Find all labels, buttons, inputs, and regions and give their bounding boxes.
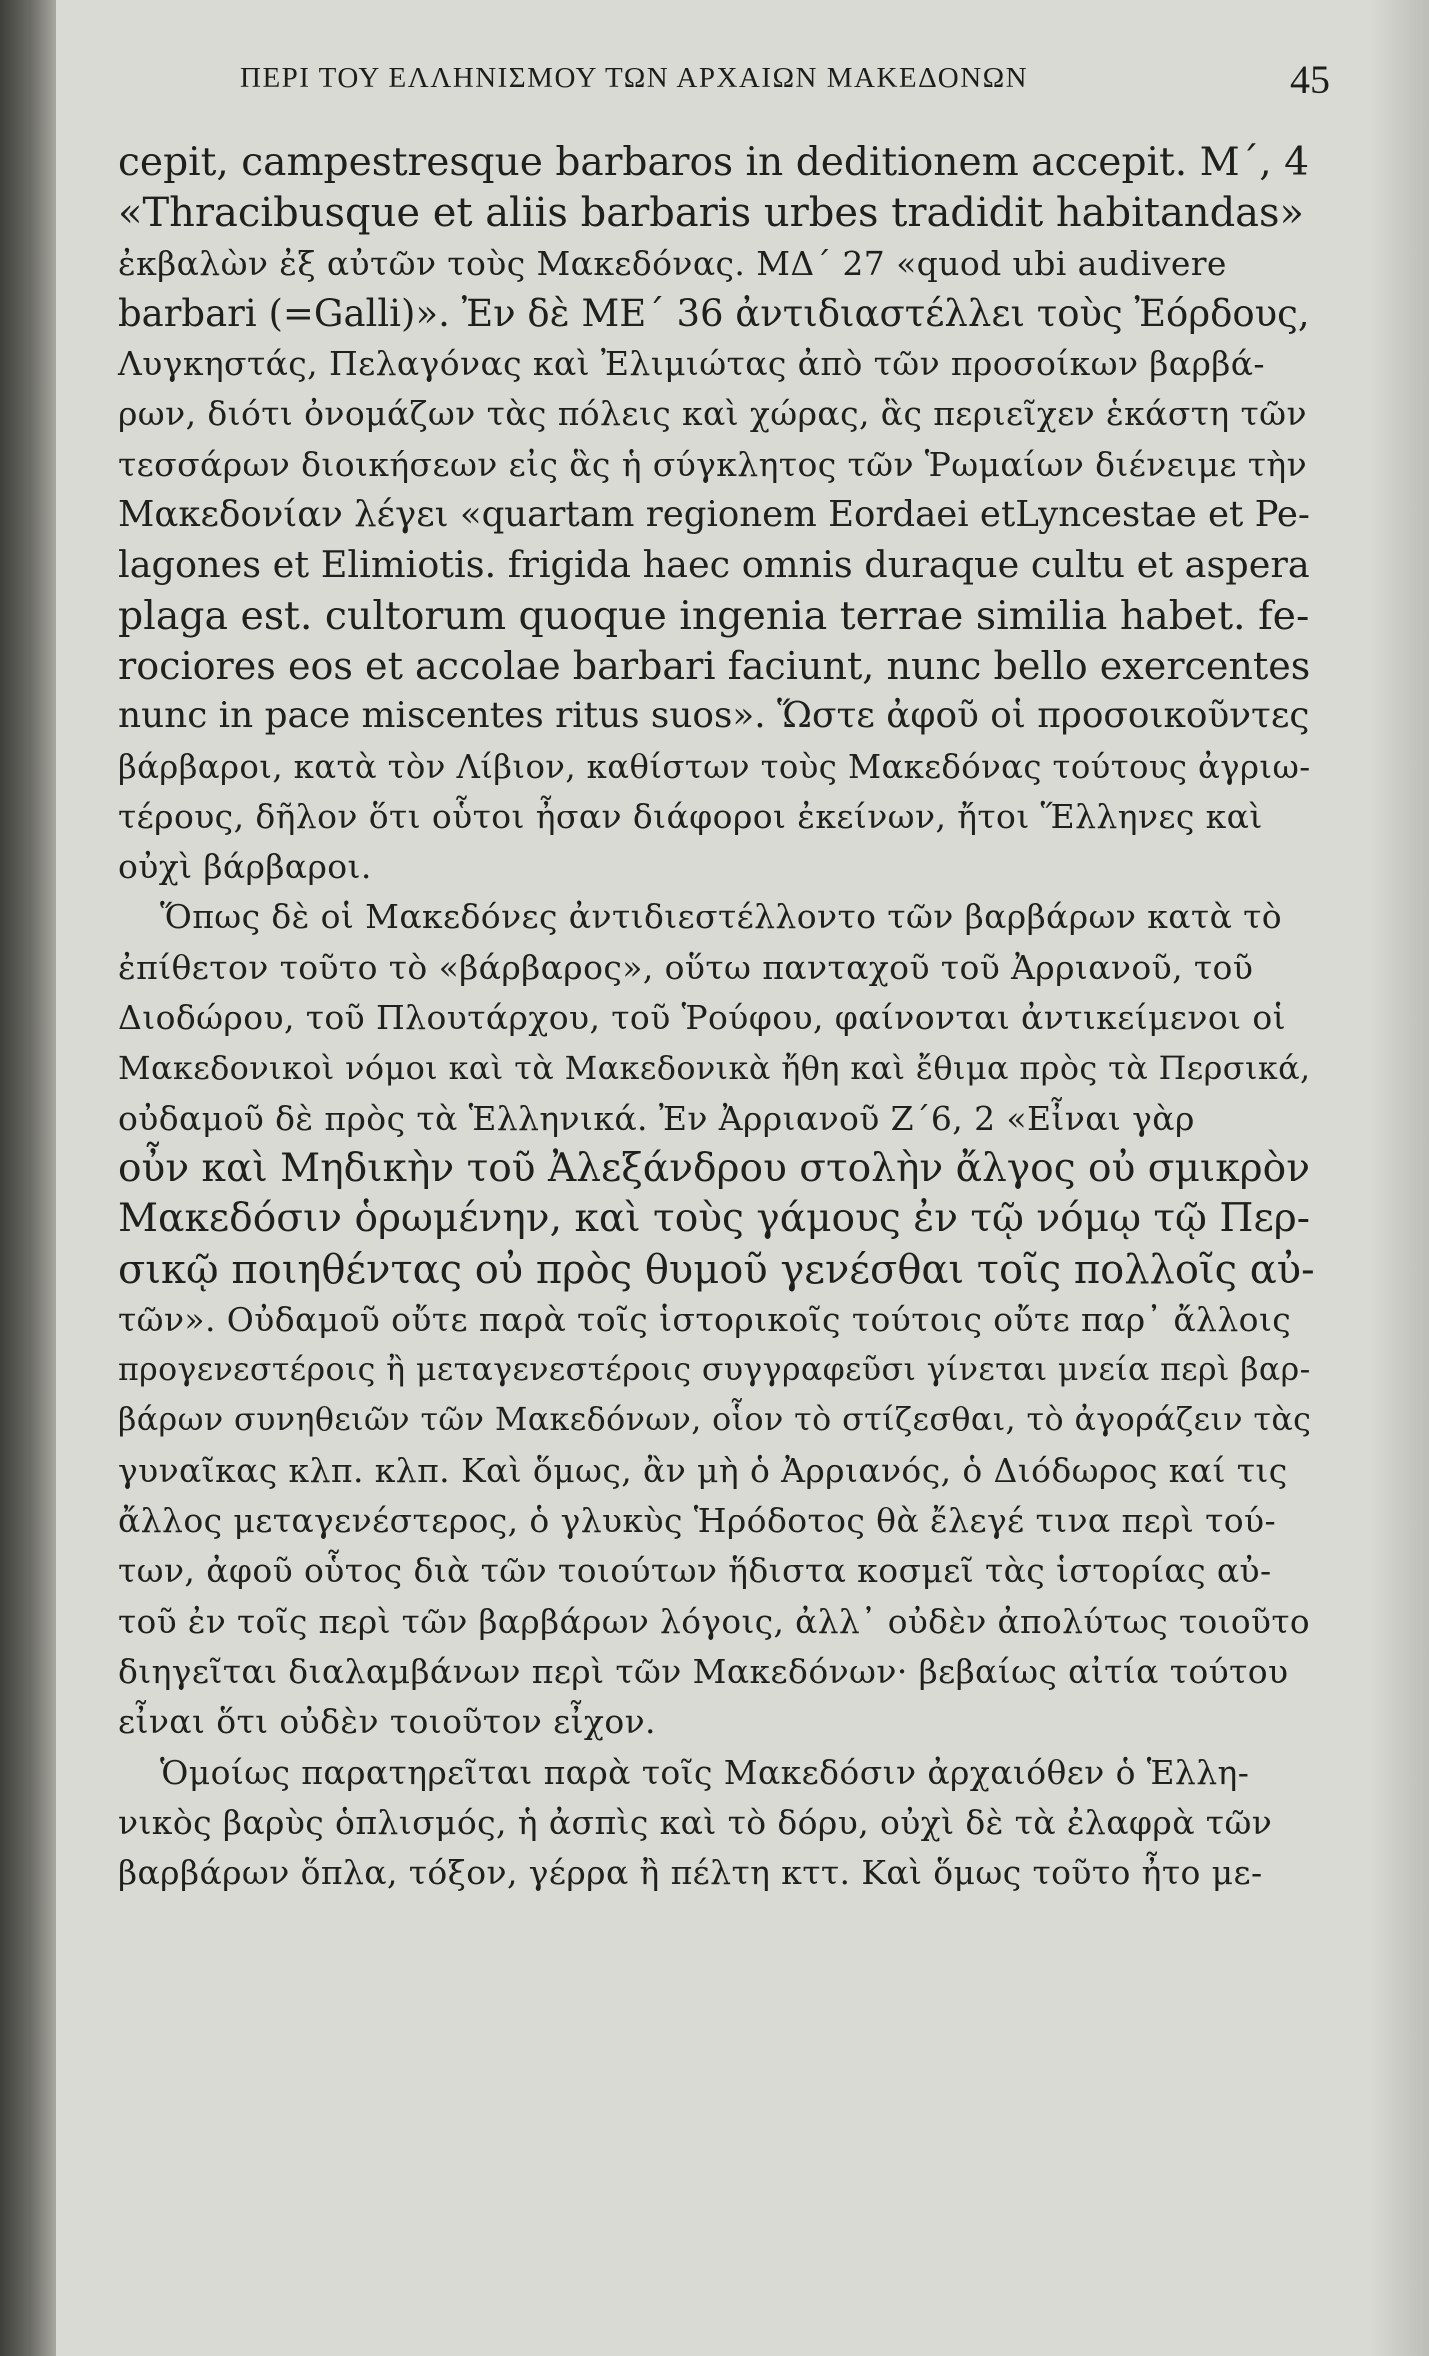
text-line: νικὸς βαρὺς ὁπλισμός, ἡ ἀσπὶς καὶ τὸ δόρυ, οὐχὶ δὲ τὰ ἐλαφρὰ τῶν: [118, 1802, 1273, 1842]
page-gutter-shadow: [0, 0, 56, 2356]
running-title: ΠΕΡΙ ΤΟΥ ΕΛΛΗΝΙΣΜΟΥ ΤΩΝ ΑΡΧΑΙΩΝ ΜΑΚΕΔΟΝΩΝ: [240, 62, 1029, 94]
paragraph-start-line: Ὅπως δὲ οἱ Μακεδόνες ἀντιδιεστέλλοντο τῶν βαρβάρων κατὰ τὸ: [160, 897, 1283, 937]
text-line: rociores eos et accolae barbari faciunt, nunc bello exercentes: [118, 643, 1311, 688]
text-line: βάρων συνηθειῶν τῶν Μακεδόνων, οἷον τὸ στίζεσθαι, τὸ ἀγοράζειν τὰς: [118, 1402, 1312, 1439]
text-line: cepit, campestresque barbaros in deditionem accepit. Μ΄, 4: [118, 140, 1309, 185]
text-line: εἶναι ὅτι οὐδὲν τοιοῦτον εἶχον.: [118, 1702, 656, 1742]
text-line: τοῦ ἐν τοῖς περὶ τῶν βαρβάρων λόγοις, ἀλλ᾽ οὐδὲν ἀπολύτως τοιοῦτο: [118, 1602, 1311, 1641]
running-header: [240, 57, 1330, 122]
quoted-text-line: σικῷ ποιηθέντας οὐ πρὸς θυμοῦ γενέσθαι τοῖς πολλοῖς αὐ-: [118, 1246, 1315, 1293]
text-line: ἄλλος μεταγενέστερος, ὁ γλυκὺς Ἡρόδοτος θὰ ἔλεγέ τινα περὶ τού-: [118, 1501, 1277, 1541]
text-line: των, ἀφοῦ οὗτος διὰ τῶν τοιούτων ἥδιστα κοσμεῖ τὰς ἱστορίας αὐ-: [118, 1551, 1272, 1591]
text-line: προγενεστέροις ἢ μεταγενεστέροις συγγραφεῦσι γίνεται μνεία περὶ βαρ-: [118, 1352, 1311, 1389]
text-line: ἐκβαλὼν ἐξ αὐτῶν τοὺς Μακεδόνας. ΜΔ΄ 27 «quod ubi audivere: [118, 243, 1227, 283]
page-edge-shadow: [1369, 0, 1429, 2356]
text-line: nunc in pace miscentes ritus suos». Ὥστε ἀφοῦ οἱ προσοικοῦντες: [118, 695, 1310, 737]
text-line: οὐδαμοῦ δὲ πρὸς τὰ Ἑλληνικά. Ἐν Ἀρριανοῦ Ζ΄6, 2 «Εἶναι γὰρ: [118, 1098, 1195, 1138]
text-line: τεσσάρων διοικήσεων εἰς ἃς ἡ σύγκλητος τῶν Ῥωμαίων διένειμε τὴν: [118, 444, 1308, 484]
text-line: lagones et Elimiotis. frigida haec omnis duraque cultu et aspera: [118, 543, 1310, 587]
text-line: Διοδώρου, τοῦ Πλουτάρχου, τοῦ Ῥούφου, φαίνονται ἀντικείμενοι οἱ: [118, 998, 1286, 1038]
quoted-text-line: Μακεδόσιν ὁρωμένην, καὶ τοὺς γάμους ἐν τῷ νόμῳ τῷ Περ-: [118, 1196, 1310, 1242]
text-line: Μακεδονίαν λέγει «quartam regionem Eordaei etLyncestae et Pe-: [118, 494, 1310, 536]
text-line: Λυγκηστάς, Πελαγόνας καὶ Ἐλιμιώτας ἀπὸ τῶν προσοίκων βαρβά-: [118, 344, 1265, 384]
text-line: τέρους, δῆλον ὅτι οὗτοι ἦσαν διάφοροι ἐκείνων, ἤτοι Ἕλληνες καὶ: [118, 796, 1263, 836]
paragraph-start-line: Ὁμοίως παρατηρεῖται παρὰ τοῖς Μακεδόσιν ἀρχαιόθεν ὁ Ἑλλη-: [160, 1752, 1250, 1792]
text-line: βάρβαροι, κατὰ τὸν Λίβιον, καθίστων τοὺς Μακεδόνας τούτους ἀγριω-: [118, 747, 1311, 786]
text-body: [118, 138, 1316, 1898]
text-line: διηγεῖται διαλαμβάνων περὶ τῶν Μακεδόνων· βεβαίως αἰτία τούτου: [118, 1651, 1289, 1691]
text-line: ἐπίθετον τοῦτο τὸ «βάρβαρος», οὕτω πανταχοῦ τοῦ Ἀρριανοῦ, τοῦ: [118, 947, 1254, 987]
page-number: 45: [1290, 57, 1330, 102]
text-line: γυναῖκας κλπ. κλπ. Καὶ ὅμως, ἂν μὴ ὁ Ἀρριανός, ὁ Διόδωρος καί τις: [118, 1450, 1288, 1490]
text-line: «Thracibusque et aliis barbaris urbes tradidit habitandas»: [118, 190, 1305, 237]
text-line: Μακεδονικοὶ νόμοι καὶ τὰ Μακεδονικὰ ἤθη καὶ ἔθιμα πρὸς τὰ Περσικά,: [118, 1049, 1311, 1088]
text-line: barbari (=Galli)». Ἐν δὲ ΜΕ΄ 36 ἀντιδιαστέλλει τοὺς Ἐόρδους,: [118, 291, 1310, 335]
text-line: τῶν». Οὐδαμοῦ οὔτε παρὰ τοῖς ἱστορικοῖς τούτοις οὔτε παρ᾽ ἄλλοις: [118, 1299, 1292, 1339]
text-line: ρων, διότι ὀνομάζων τὰς πόλεις καὶ χώρας, ἃς περιεῖχεν ἑκάστη τῶν: [118, 394, 1307, 434]
quoted-text-line: οὖν καὶ Μηδικὴν τοῦ Ἀλεξάνδρου στολὴν ἄλγος οὐ σμικρὸν: [118, 1145, 1310, 1191]
text-line: οὐχὶ βάρβαροι.: [118, 847, 372, 887]
text-line: βαρβάρων ὅπλα, τόξον, γέρρα ἢ πέλτη κττ. Καὶ ὅμως τοῦτο ἦτο με-: [118, 1853, 1263, 1893]
text-line: plaga est. cultorum quoque ingenia terrae similia habet. fe-: [118, 592, 1310, 639]
